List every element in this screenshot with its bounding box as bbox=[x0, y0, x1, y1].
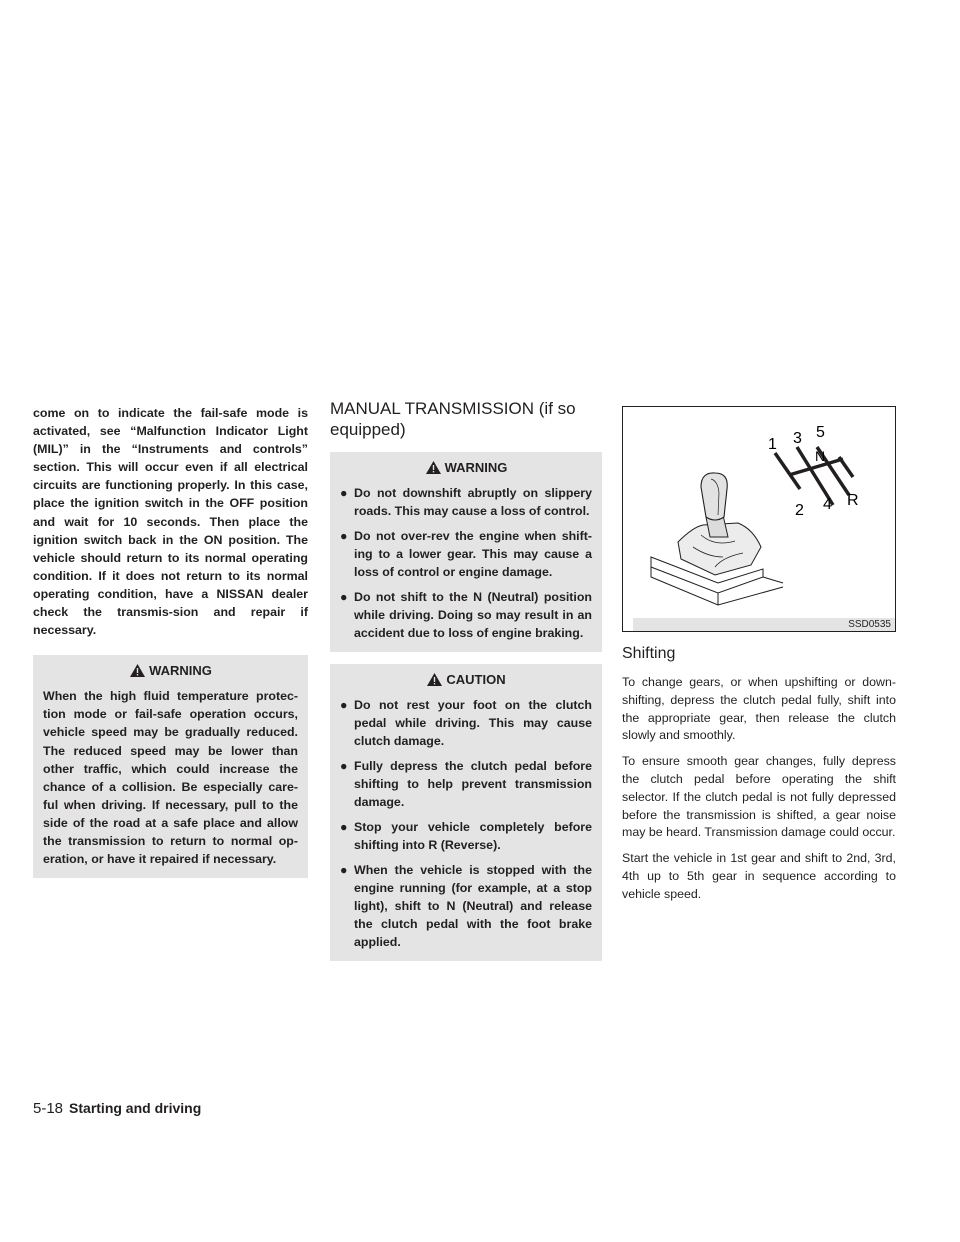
section-name: Starting and driving bbox=[69, 1100, 202, 1116]
caution-item: ● Stop your vehicle completely before shifting into R (Reverse). bbox=[340, 820, 592, 852]
warning-header bbox=[43, 661, 298, 681]
warning-title: WARNING bbox=[444, 460, 508, 475]
gear-label-1: 1 bbox=[768, 436, 777, 453]
gear-label-r: R bbox=[847, 492, 859, 509]
warning-triangle-icon bbox=[426, 672, 443, 687]
warning-item: ● Do not shift to the N (Neutral) position while driving. Doing so may result in an accident due to loss of engine braking. bbox=[340, 590, 592, 640]
subsection-heading: Shifting bbox=[622, 645, 676, 662]
column-left bbox=[33, 404, 308, 878]
caution-title: CAUTION bbox=[446, 672, 506, 687]
caution-header bbox=[340, 670, 592, 690]
shifting-paragraph: To change gears, or when upshifting or down-shifting, depress the clutch pedal fully, shift into the appropriate gear, then release the clutch slowly and smoothly. bbox=[622, 675, 896, 743]
gear-label-5: 5 bbox=[816, 424, 825, 441]
warning-triangle-icon bbox=[425, 460, 442, 475]
caution-box bbox=[330, 664, 602, 961]
shifting-paragraph: Start the vehicle in 1st gear and shift to 2nd, 3rd, 4th up to 5th gear in sequence according to vehicle speed. bbox=[622, 851, 896, 901]
section-heading bbox=[330, 398, 602, 440]
gear-shift-figure bbox=[622, 406, 896, 632]
gear-label-2: 2 bbox=[795, 502, 804, 519]
gear-label-4: 4 bbox=[823, 496, 832, 513]
heading-line2: equipped) bbox=[330, 420, 406, 439]
warning-triangle-icon bbox=[129, 663, 146, 678]
figure-code: SSD0535 bbox=[633, 618, 895, 631]
column-right bbox=[622, 406, 896, 912]
warning-text: When the high fluid temperature protec-tion mode or fail-safe operation occurs, vehicle speed may be gradually reduced. The reduced speed may be lower than other traffic, which could increase the chance of a collision. Be especially care-ful when driving. If necessary, pull to the side of the road at a safe place and allow the transmission to return to normal op-eration, or have it repaired if necessary. bbox=[43, 689, 298, 867]
intro-paragraph: come on to indicate the fail-safe mode is activated, see “Malfunction Indicator Light (MIL)” in the “Instruments and controls” section. This will occur even if all electrical circuits are functioning properly. In this case, place the ignition switch in the OFF position and wait for 10 seconds. Then place the ignition switch back in the ON position. The vehicle should return to its normal operating condition. If it does not return to its normal operating condition, have a NISSAN dealer check the transmis-sion and repair if necessary. bbox=[33, 406, 308, 638]
heading-line1: MANUAL TRANSMISSION (if so bbox=[330, 399, 576, 418]
caution-item: ● When the vehicle is stopped with the engine running (for example, at a stop light), shift to N (Neutral) and release the clutch pedal with the foot brake applied. bbox=[340, 863, 592, 949]
page-number: 5-18 bbox=[33, 1100, 64, 1117]
warning-item: ● Do not downshift abruptly on slippery roads. This may cause a loss of control. bbox=[340, 486, 592, 518]
page-footer bbox=[33, 1100, 201, 1117]
caution-item: ● Fully depress the clutch pedal before shifting to help prevent transmission damage. bbox=[340, 759, 592, 809]
warning-item: ● Do not over-rev the engine when shift-ing to a lower gear. This may cause a loss of control or engine damage. bbox=[340, 529, 592, 579]
gear-label-n: N bbox=[815, 448, 826, 464]
warning-header bbox=[340, 458, 592, 478]
column-middle bbox=[330, 398, 602, 961]
warning-box-middle bbox=[330, 452, 602, 652]
shifting-paragraph: To ensure smooth gear changes, fully depress the clutch pedal before operating the shift selector. If the clutch pedal is not fully depressed before the transmission is shifted, a gear noise may be heard. Transmission damage could occur. bbox=[622, 754, 896, 840]
warning-title: WARNING bbox=[149, 663, 212, 679]
gear-label-3: 3 bbox=[793, 430, 802, 447]
shift-lever-illustration bbox=[623, 407, 895, 631]
caution-item: ● Do not rest your foot on the clutch pedal while driving. This may cause clutch damage. bbox=[340, 698, 592, 748]
warning-box-left bbox=[33, 655, 308, 878]
